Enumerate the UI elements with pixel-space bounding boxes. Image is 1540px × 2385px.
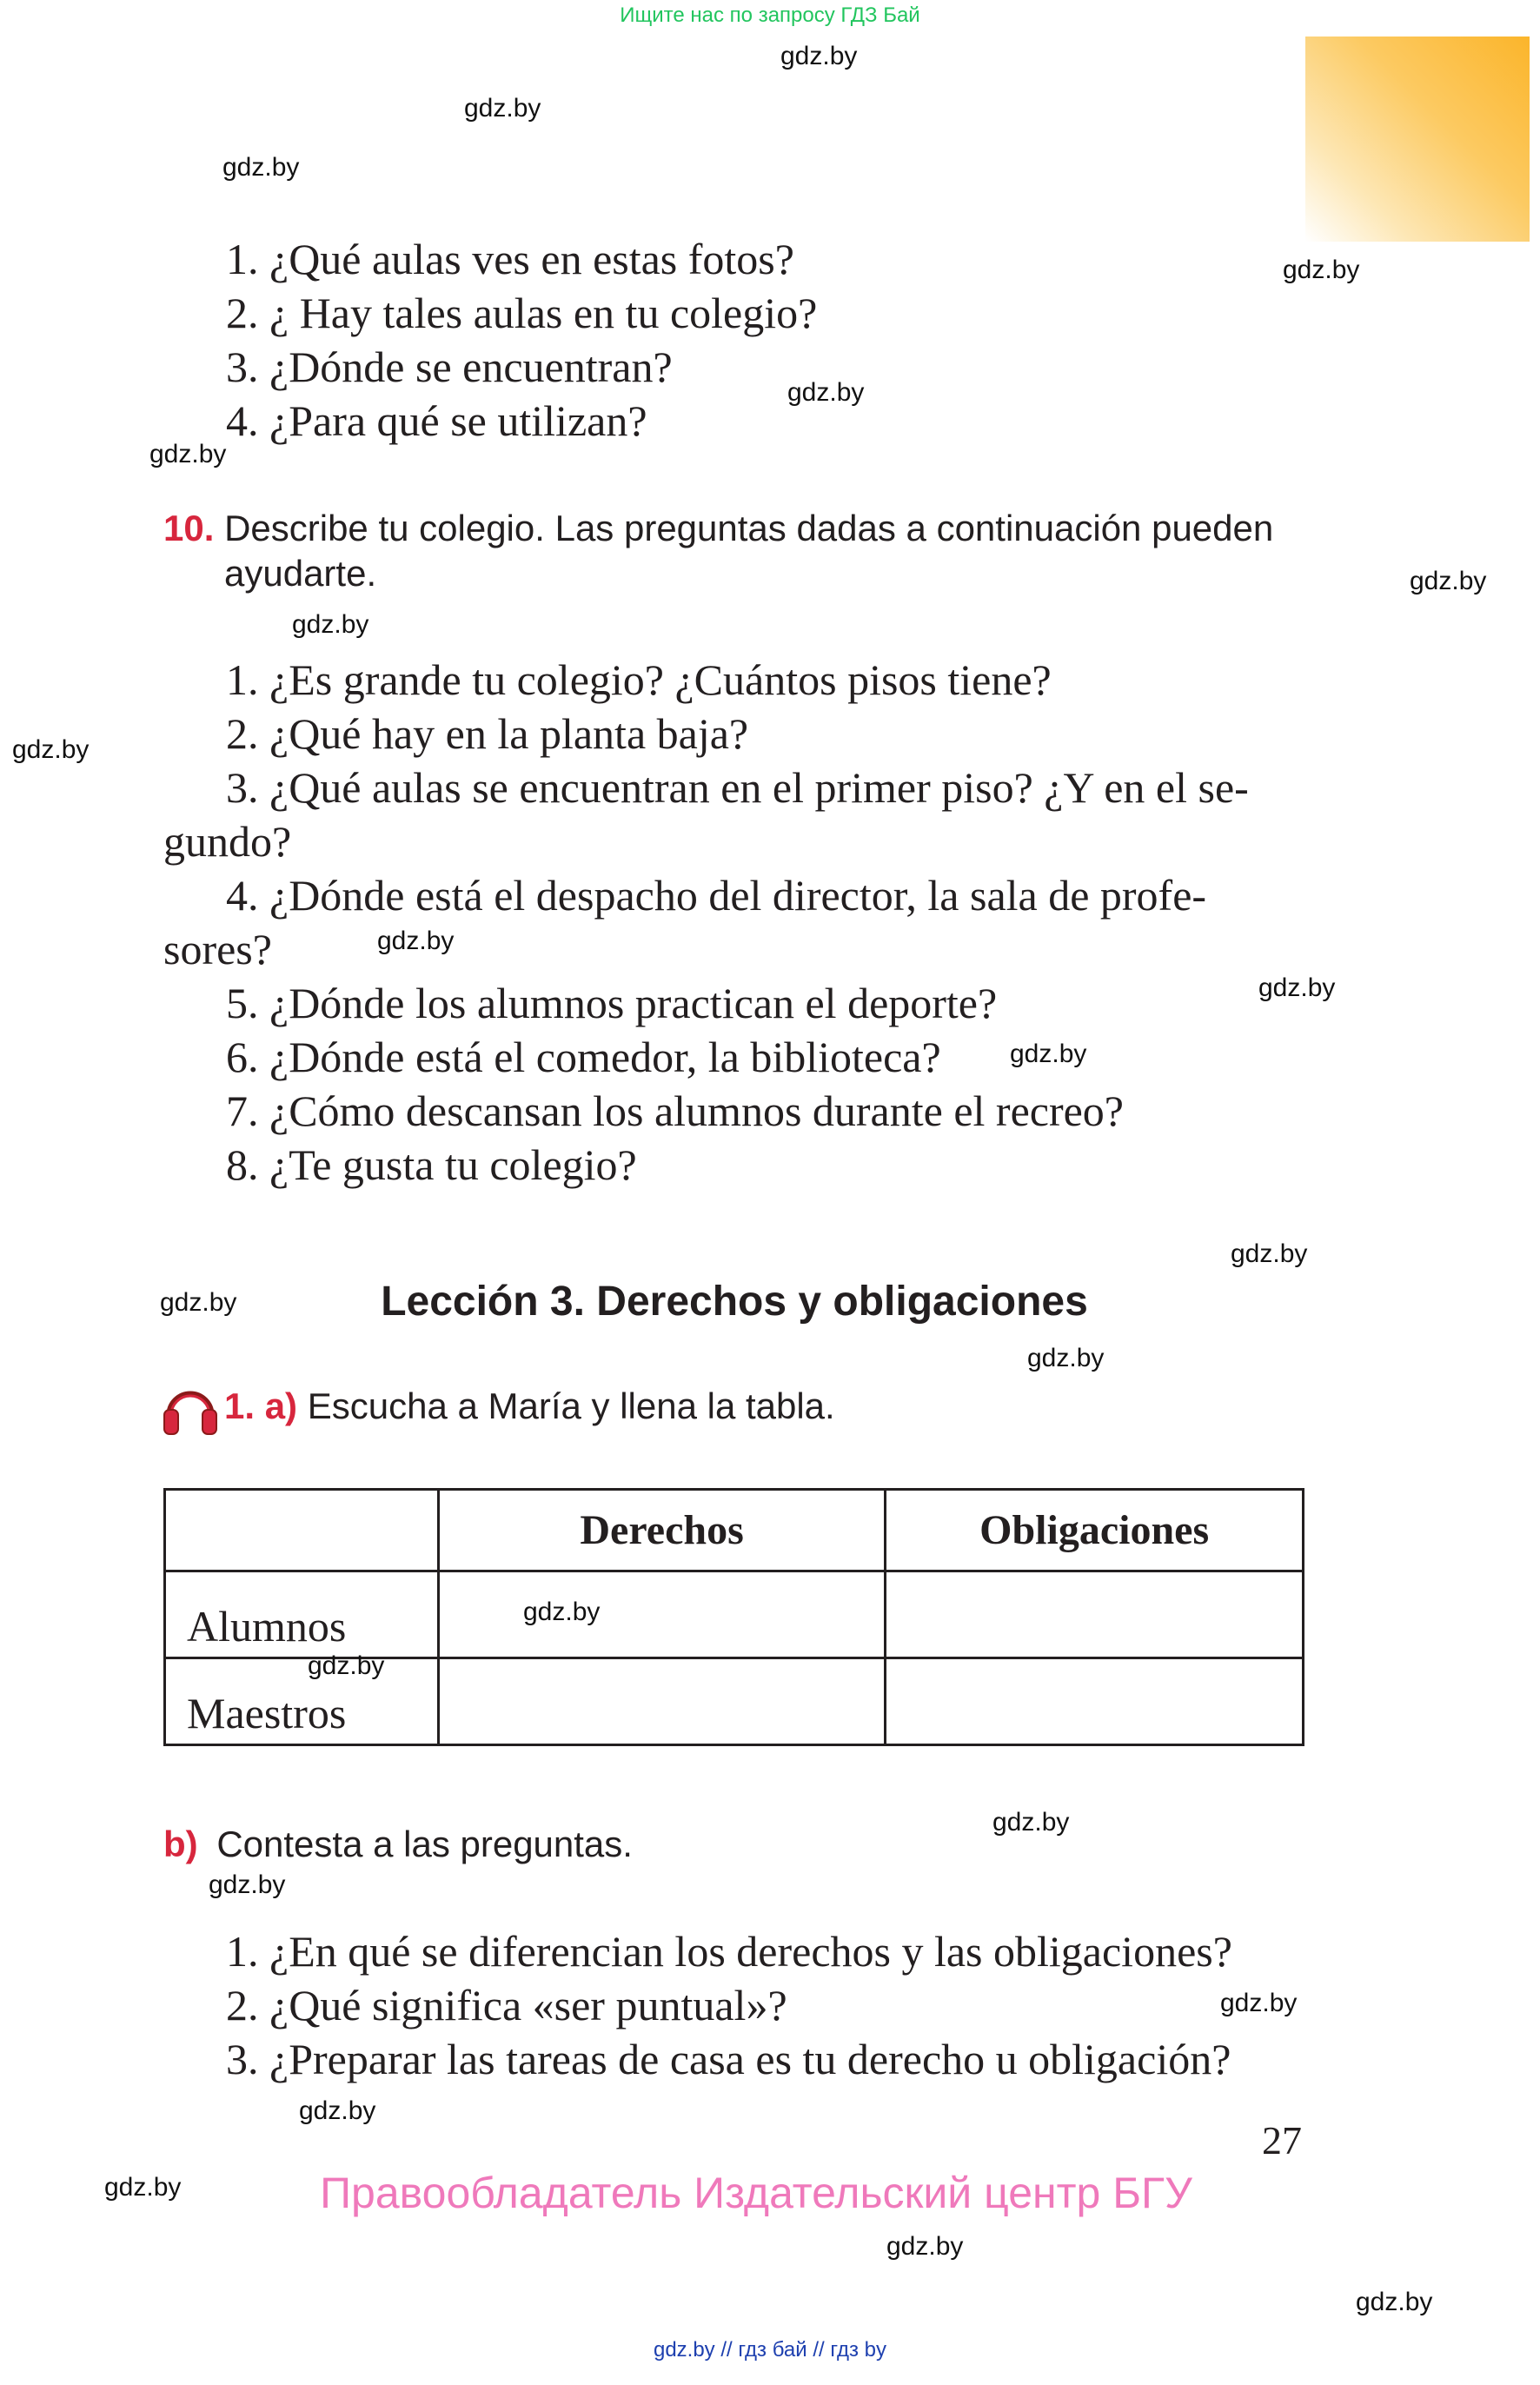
watermark: gdz.by — [464, 94, 541, 123]
table-cell-empty[interactable] — [886, 1658, 1304, 1745]
watermark: gdz.by — [523, 1598, 601, 1626]
exercise-label: b) — [163, 1824, 198, 1864]
watermark: gdz.by — [1410, 567, 1487, 595]
table-header-row — [165, 1490, 1304, 1571]
exercise-10-question-8: 8. ¿Te gusta tu colegio? — [226, 1140, 637, 1189]
table-row-label: Maestros — [165, 1658, 439, 1745]
rights-obligations-table — [163, 1488, 1304, 1746]
watermark: gdz.by — [787, 378, 865, 407]
exercise-instruction: Contesta a las preguntas. — [216, 1824, 633, 1864]
top-banner[interactable]: Ищите нас по запросу ГДЗ Бай — [620, 3, 920, 27]
watermark: gdz.by — [992, 1808, 1070, 1837]
question-2: 2. ¿ Hay tales aulas en tu colegio? — [226, 289, 818, 337]
watermark: gdz.by — [1027, 1344, 1105, 1372]
exercise-10-question-1: 1. ¿Es grande tu colegio? ¿Cuántos pisos tiene? — [226, 655, 1052, 704]
exercise-10-heading — [163, 508, 1273, 549]
question-3: 3. ¿Dónde se encuentran? — [226, 342, 673, 391]
watermark: gdz.by — [1258, 973, 1336, 1002]
exercise-number: 10. — [163, 508, 215, 548]
watermark: gdz.by — [1356, 2288, 1433, 2316]
watermark: gdz.by — [308, 1651, 385, 1680]
exercise-1a-heading — [224, 1385, 835, 1427]
exercise-number: 1. a) — [224, 1385, 298, 1426]
footer-links[interactable]: gdz.by // гдз бай // гдз by — [653, 2338, 887, 2362]
table-row — [165, 1571, 1304, 1658]
watermark: gdz.by — [149, 440, 227, 468]
exercise-instruction: Describe tu colegio. Las preguntas dadas a continuación pueden — [224, 508, 1274, 548]
watermark: gdz.by — [160, 1288, 237, 1317]
watermark: gdz.by — [1220, 1989, 1298, 2017]
exercise-instruction-cont: ayudarte. — [224, 553, 377, 594]
table-row-label: Alumnos — [165, 1571, 439, 1658]
table-header-obligaciones: Obligaciones — [886, 1490, 1304, 1571]
watermark: gdz.by — [1283, 256, 1360, 284]
watermark: gdz.by — [377, 927, 455, 955]
watermark: gdz.by — [780, 42, 858, 70]
watermark: gdz.by — [1010, 1040, 1087, 1068]
exercise-10-question-4: 4. ¿Dónde está el despacho del director, la sala de profe- — [226, 871, 1207, 920]
watermark: gdz.by — [292, 610, 369, 639]
exercise-10-question-7: 7. ¿Cómo descansan los alumnos durante el recreo? — [226, 1086, 1124, 1135]
watermark: gdz.by — [1231, 1239, 1308, 1268]
table-header-empty — [165, 1490, 439, 1571]
question-1: 1. ¿Qué aulas ves en estas fotos? — [226, 235, 794, 283]
watermark: gdz.by — [104, 2173, 182, 2202]
exercise-instruction: Escucha a María y llena la tabla. — [307, 1385, 835, 1426]
table-header-derechos: Derechos — [438, 1490, 885, 1571]
watermark: gdz.by — [12, 735, 90, 764]
lesson-title: Lección 3. Derechos y obligaciones — [381, 1279, 1088, 1325]
watermark: gdz.by — [222, 153, 300, 182]
exercise-10-question-4-cont: sores? — [163, 925, 272, 973]
watermark: gdz.by — [299, 2096, 376, 2125]
copyright-notice: Правообладатель Издательский центр БГУ — [320, 2169, 1192, 2217]
page-number: 27 — [1262, 2118, 1302, 2162]
exercise-10-question-5: 5. ¿Dónde los alumnos practican el deporte? — [226, 979, 998, 1027]
watermark: gdz.by — [209, 1870, 286, 1899]
table-cell-empty[interactable] — [438, 1658, 885, 1745]
exercise-10-question-3: 3. ¿Qué aulas se encuentran en el primer piso? ¿Y en el se- — [226, 763, 1249, 812]
exercise-1b-question-3: 3. ¿Preparar las tareas de casa es tu derecho u obligación? — [226, 2035, 1231, 2083]
exercise-1b-question-1: 1. ¿En qué se diferencian los derechos y las obligaciones? — [226, 1927, 1232, 1976]
corner-color-block — [1305, 37, 1530, 242]
question-4: 4. ¿Para qué se utilizan? — [226, 396, 647, 445]
exercise-10-question-2: 2. ¿Qué hay en la planta baja? — [226, 709, 749, 758]
exercise-1b-question-2: 2. ¿Qué significa «ser puntual»? — [226, 1981, 787, 2030]
headphones-icon — [162, 1382, 219, 1436]
watermark: gdz.by — [886, 2232, 964, 2261]
exercise-10-question-6: 6. ¿Dónde está el comedor, la biblioteca? — [226, 1033, 941, 1081]
table-cell-empty[interactable] — [438, 1571, 885, 1658]
exercise-1b-heading — [163, 1824, 633, 1865]
table-cell-empty[interactable] — [886, 1571, 1304, 1658]
exercise-10-question-3-cont: gundo? — [163, 817, 292, 866]
